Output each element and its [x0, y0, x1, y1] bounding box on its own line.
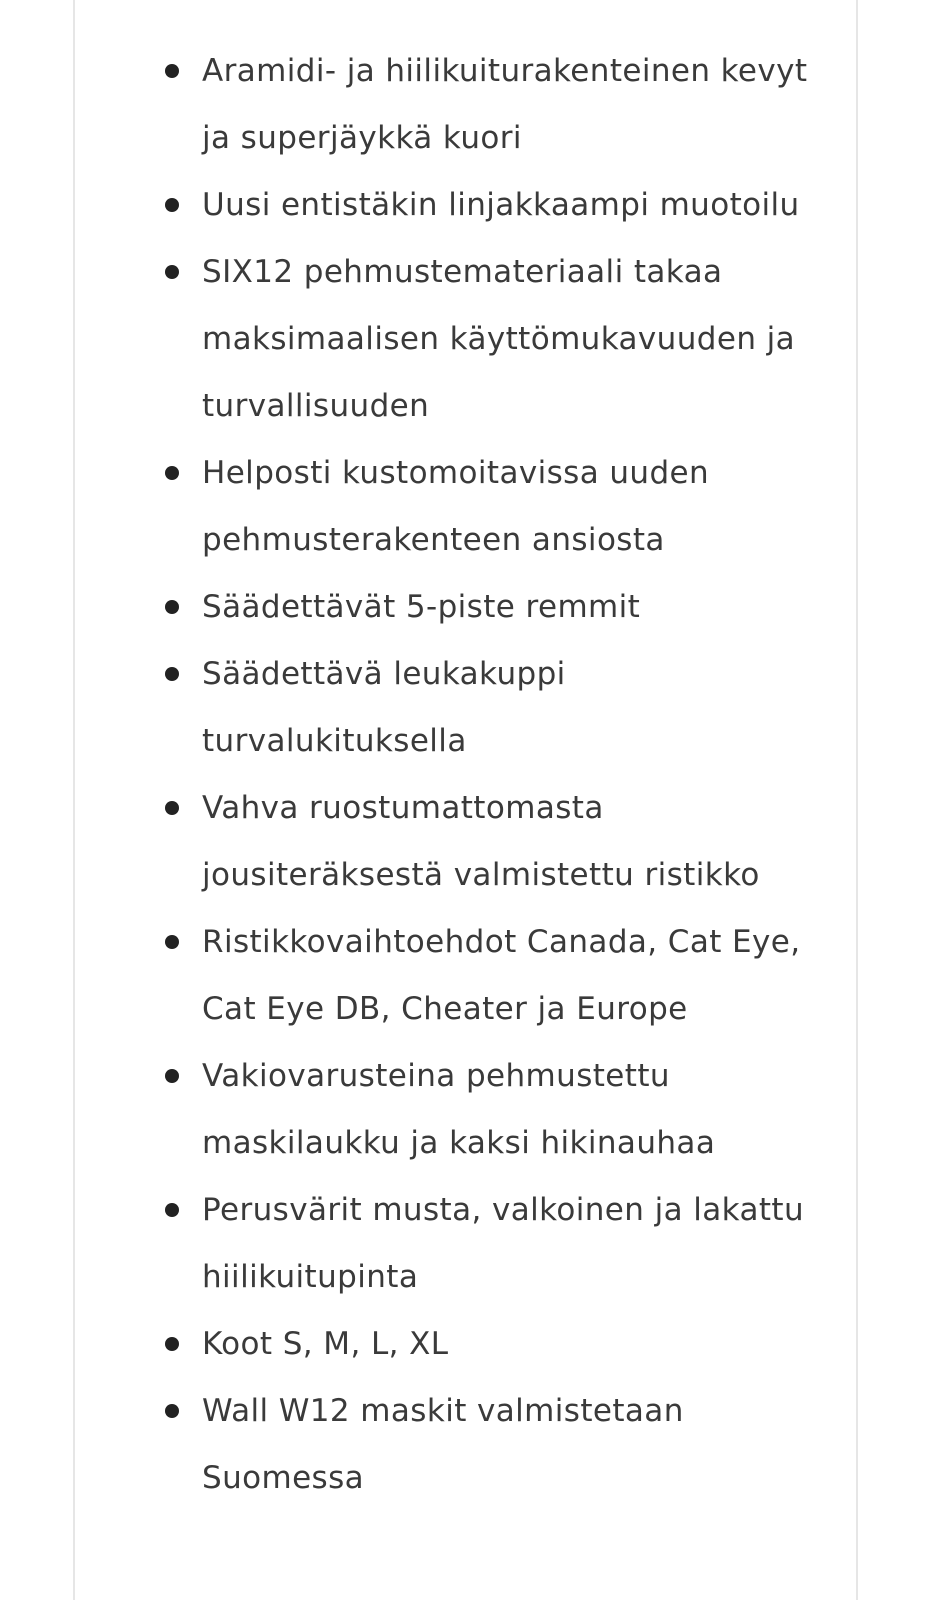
- bullet-icon: [165, 64, 179, 78]
- bullet-icon: [165, 935, 179, 949]
- list-item: [75, 909, 856, 1043]
- list-item: [75, 1378, 856, 1512]
- bullet-icon: [165, 1404, 179, 1418]
- bullet-icon: [165, 198, 179, 212]
- list-item: [75, 1177, 856, 1311]
- bullet-icon: [165, 1337, 179, 1351]
- list-item-text: Ristikkovaihtoehdot Canada, Cat Eye, Cat Eye DB, Cheater ja Europe: [202, 924, 801, 1027]
- feature-list: [75, 38, 856, 1512]
- list-item: [75, 38, 856, 172]
- list-item-text: Uusi entistäkin linjakkaampi muotoilu: [202, 187, 800, 223]
- content-card: [73, 0, 858, 1600]
- bullet-icon: [165, 1203, 179, 1217]
- list-item-text: Aramidi- ja hiilikuiturakenteinen kevyt ja superjäykkä kuori: [202, 53, 808, 156]
- list-item-text: Vahva ruostumattomasta jousiteräksestä valmistettu ristikko: [202, 790, 760, 893]
- list-item-text: Vakiovarusteina pehmustettu maskilaukku ja kaksi hikinauhaa: [202, 1058, 716, 1161]
- list-item: [75, 172, 856, 239]
- list-item: [75, 239, 856, 440]
- bullet-icon: [165, 801, 179, 815]
- list-item: [75, 574, 856, 641]
- list-item-text: Helposti kustomoitavissa uuden pehmusterakenteen ansiosta: [202, 455, 710, 558]
- list-item-text: Säädettävät 5-piste remmit: [202, 589, 641, 625]
- list-item-text: SIX12 pehmustemateriaali takaa maksimaalisen käyttömukavuuden ja turvallisuuden: [202, 254, 796, 424]
- list-item-text: Koot S, M, L, XL: [202, 1326, 449, 1362]
- bullet-icon: [165, 265, 179, 279]
- bullet-icon: [165, 1069, 179, 1083]
- list-item: [75, 1043, 856, 1177]
- bullet-icon: [165, 600, 179, 614]
- list-item: [75, 440, 856, 574]
- list-item-text: Wall W12 maskit valmistetaan Suomessa: [202, 1393, 684, 1496]
- list-item-text: Säädettävä leukakuppi turvalukituksella: [202, 656, 566, 759]
- list-item: [75, 641, 856, 775]
- bullet-icon: [165, 466, 179, 480]
- list-item: [75, 775, 856, 909]
- list-item-text: Perusvärit musta, valkoinen ja lakattu hiilikuitupinta: [202, 1192, 805, 1295]
- bullet-icon: [165, 667, 179, 681]
- list-item: [75, 1311, 856, 1378]
